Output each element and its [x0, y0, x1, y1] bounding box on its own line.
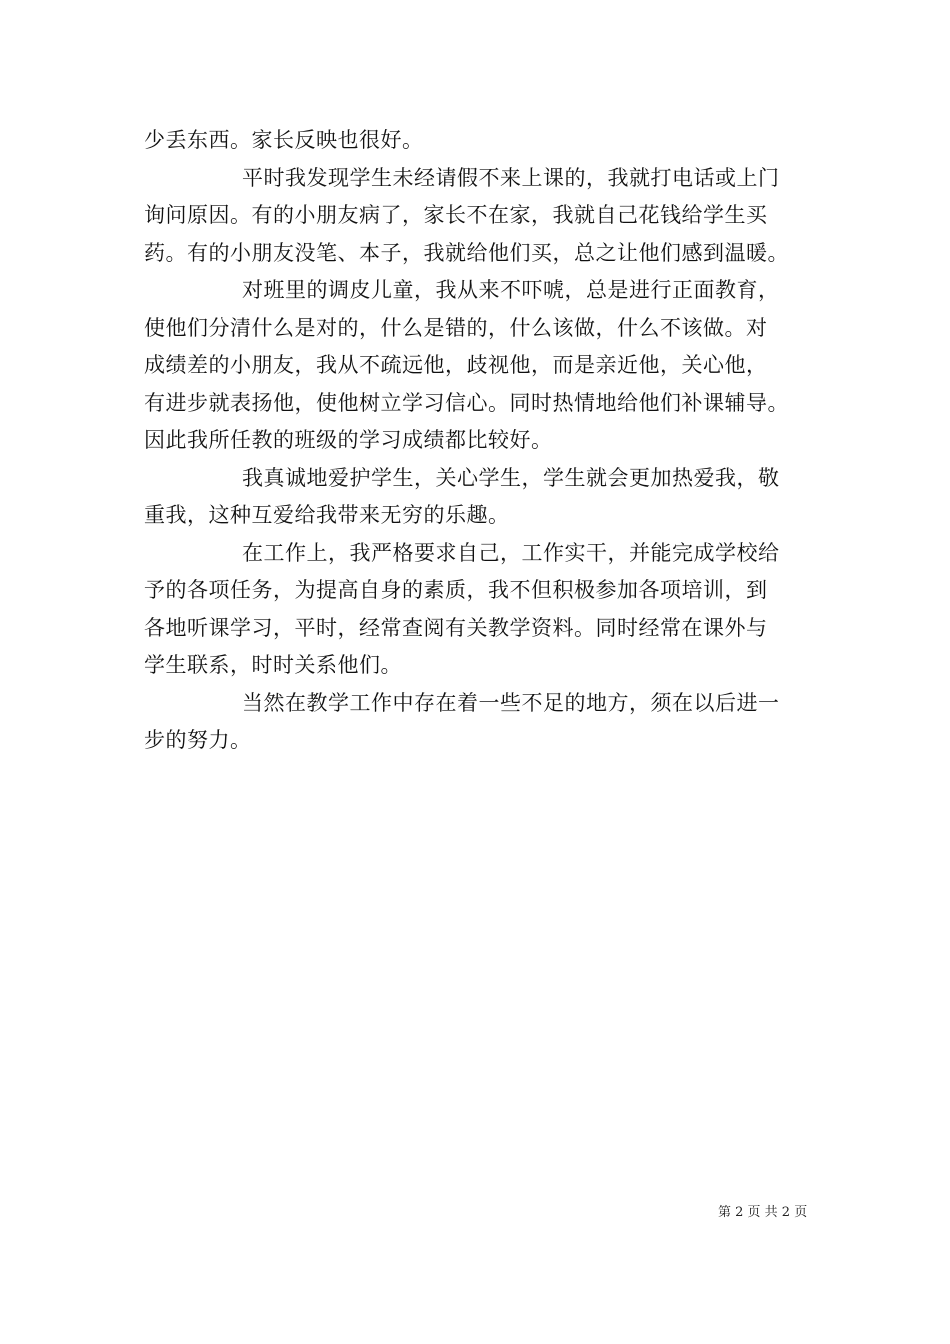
- text-line: 步的努力。: [144, 728, 252, 752]
- text-line: 因此我所任教的班级的学习成绩都比较好。: [144, 428, 553, 452]
- page-number-footer: 第 2 页 共 2 页: [718, 1205, 808, 1220]
- text-line: 当然在教学工作中存在着一些不足的地方，须在以后进一: [242, 690, 780, 715]
- text-line: 在工作上，我严格要求自己，工作实干，并能完成学校给: [242, 540, 780, 565]
- text-line: 询问原因。有的小朋友病了，家长不在家，我就自己花钱给学生买: [144, 203, 768, 227]
- text-line: 使他们分清什么是对的，什么是错的，什么该做，什么不该做。对: [144, 315, 768, 340]
- text-line: 予的各项任务，为提高自身的素质，我不但积极参加各项培训，到: [144, 578, 768, 602]
- text-line: 各地听课学习，平时，经常查阅有关教学资料。同时经常在课外与: [144, 615, 768, 640]
- text-line: 有进步就表扬他，使他树立学习信心。同时热情地给他们补课辅导。: [144, 390, 789, 415]
- document-body: [144, 122, 816, 760]
- text-line: 我真诚地爱护学生，关心学生，学生就会更加热爱我，敬: [242, 465, 780, 490]
- text-line: 成绩差的小朋友，我从不疏远他，歧视他，而是亲近他，关心他，: [144, 353, 768, 377]
- text-line: 重我，这种互爱给我带来无穷的乐趣。: [144, 503, 510, 527]
- text-line: 对班里的调皮儿童，我从来不吓唬，总是进行正面教育，: [242, 278, 780, 302]
- text-line: 药。有的小朋友没笔、本子，我就给他们买，总之让他们感到温暖。: [144, 240, 789, 265]
- text-line: 学生联系，时时关系他们。: [144, 653, 402, 677]
- text-line: 少丢东西。家长反映也很好。: [144, 128, 424, 152]
- text-line: 平时我发现学生未经请假不来上课的，我就打电话或上门: [242, 165, 780, 190]
